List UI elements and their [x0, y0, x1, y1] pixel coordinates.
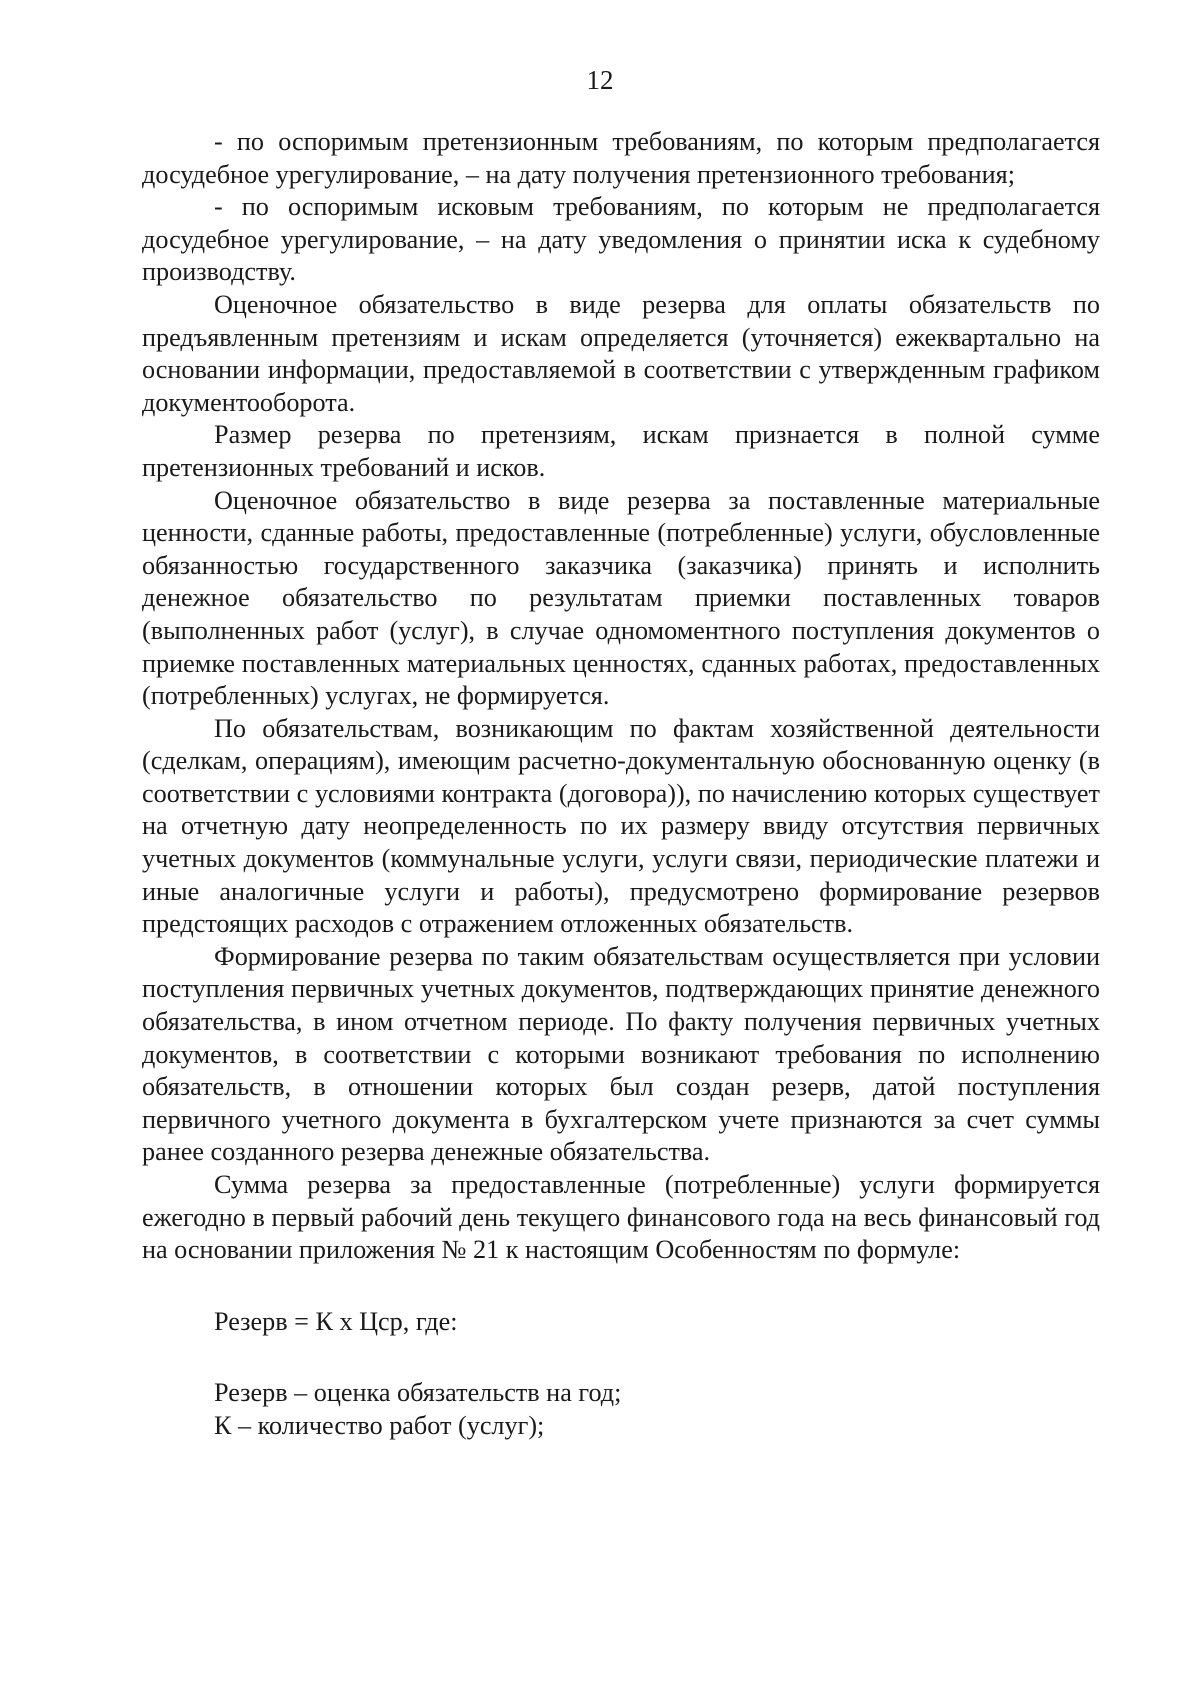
paragraph: Формирование резерва по таким обязательствам осуществляется при условии поступления первичных учетных документов, подтверждающих принятие денежного обязательства, в ином отчетном периоде. По факту получения первичных учетных документов, в соответствии с которыми возникают требования по исполнению обязательств, в отношении которых был создан резерв, датой поступления первичного учетного документа в бухгалтерском учете признаются за счет суммы ранее созданного резерва денежные обязательства. [142, 941, 1100, 1167]
formula-expression: Резерв = К х Цср, где: [214, 1306, 458, 1336]
paragraph: - по оспоримым претензионным требованиям, по которым предполагается досудебное урегулирование, – на дату получения претензионного требования; [142, 127, 1100, 189]
document-body [142, 126, 1100, 1443]
paragraph: Размер резерва по претензиям, искам признается в полной сумме претензионных требований и исков. [142, 420, 1100, 482]
paragraph: Оценочное обязательство в виде резерва для оплаты обязательств по предъявленным претензиям и искам определяется (уточняется) ежеквартально на основании информации, предоставляемой в соответствии с утвержденным графиком документооборота. [142, 289, 1100, 417]
paragraph: - по оспоримым исковым требованиям, по которым не предполагается досудебное урегулирование, – на дату уведомления о принятии иска к судебному производству. [142, 192, 1100, 287]
paragraph: По обязательствам, возникающим по фактам хозяйственной деятельности (сделкам, операциям), имеющим расчетно-документальную обоснованную оценку (в соответствии с условиями контракта (договора)), по начислению которых существует на отчетную дату неопределенность по их размеру ввиду отсутствия первичных учетных документов (коммунальные услуги, услуги связи, периодические платежи и иные аналогичные услуги и работы), предусмотрено формирование резервов предстоящих расходов с отражением отложенных обязательств. [142, 713, 1100, 939]
formula-definition: Резерв – оценка обязательств на год; [214, 1378, 622, 1408]
formula-block [142, 1306, 1100, 1443]
paragraph: Сумма резерва за предоставленные (потребленные) услуги формируется ежегодно в первый рабочий день текущего финансового года на весь финансовый год на основании приложения № 21 к настоящим Особенностям по формуле: [142, 1170, 1100, 1265]
formula-definition: К – количество работ (услуг); [214, 1410, 545, 1440]
paragraph: Оценочное обязательство в виде резерва за поставленные материальные ценности, сданные работы, предоставленные (потребленные) услуги, обусловленные обязанностью государственного заказчика (заказчика) принять и исполнить денежное обязательство по результатам приемки поставленных товаров (выполненных работ (услуг), в случае одномоментного поступления документов о приемке поставленных материальных ценностях, сданных работах, предоставленных (потребленных) услугах, не формируется. [142, 485, 1100, 711]
page-number: 12 [586, 65, 614, 95]
